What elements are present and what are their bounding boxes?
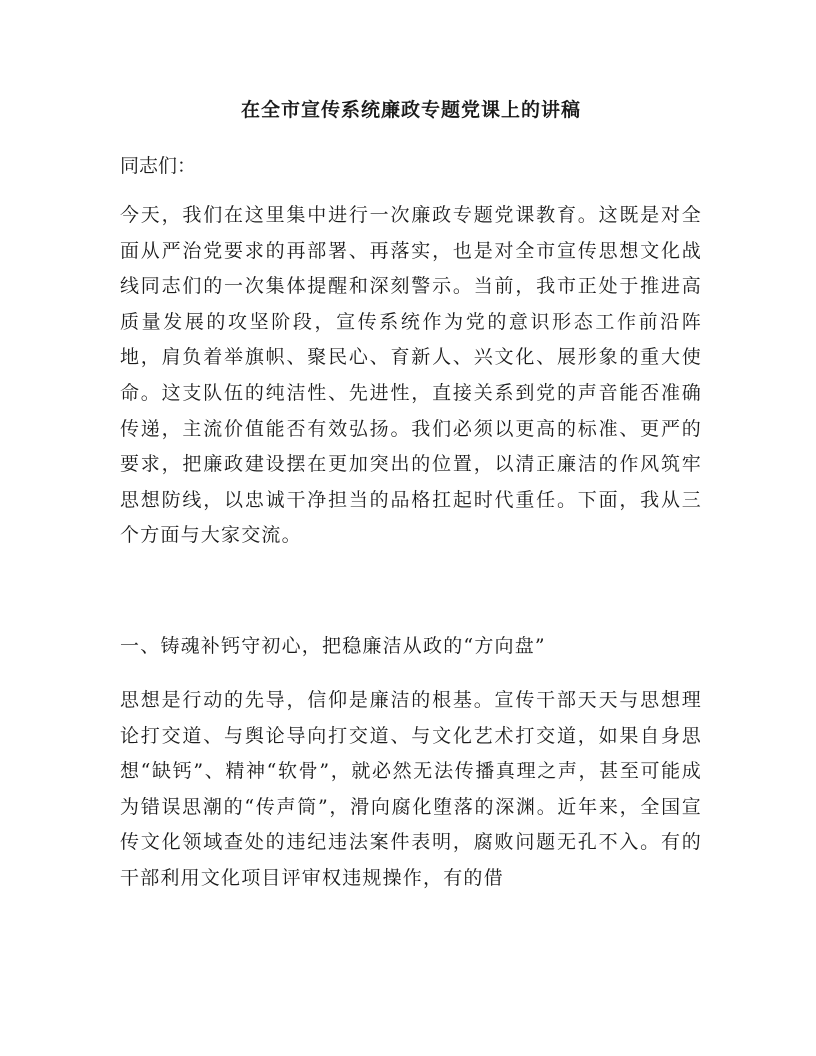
paragraph-intro: 今天，我们在这里集中进行一次廉政专题党课教育。这既是对全面从严治党要求的再部署、再落实，也是对全市宣传思想文化战线同志们的一次集体提醒和深刻警示。当前，我市正处于推进高质量发展的攻坚阶段，宣传系统作为党的意识形态工作前沿阵地，肩负着举旗帜、聚民心、育新人、兴文化、展形象的重大使命。这支队伍的纯洁性、先进性，直接关系到党的声音能否准确传递，主流价值能否有效弘扬。我们必须以更高的标准、更严的要求，把廉政建设摆在更加突出的位置，以清正廉洁的作风筑牢思想防线，以忠诚干净担当的品格扛起时代重任。下面，我从三个方面与大家交流。 bbox=[120, 204, 702, 547]
document-title: 在全市宣传系统廉政专题党课上的讲稿 bbox=[240, 99, 581, 121]
section-heading-1: 一、铸魂补钙守初心，把稳廉洁从政的“方向盘” bbox=[120, 635, 546, 657]
salutation: 同志们： bbox=[120, 155, 197, 177]
paragraph-section-1: 思想是行动的先导，信仰是廉洁的根基。宣传干部天天与思想理论打交道、与舆论导向打交道、与文化艺术打交道，如果自身思想“缺钙”、精神“软骨”，就必然无法传播真理之声，甚至可能成为错误思潮的“传声筒”，滑向腐化堕落的深渊。近年来，全国宣传文化领域查处的违纪违法案件表明，腐败问题无孔不入。有的干部利用文化项目评审权违规操作，有的借 bbox=[120, 689, 702, 889]
